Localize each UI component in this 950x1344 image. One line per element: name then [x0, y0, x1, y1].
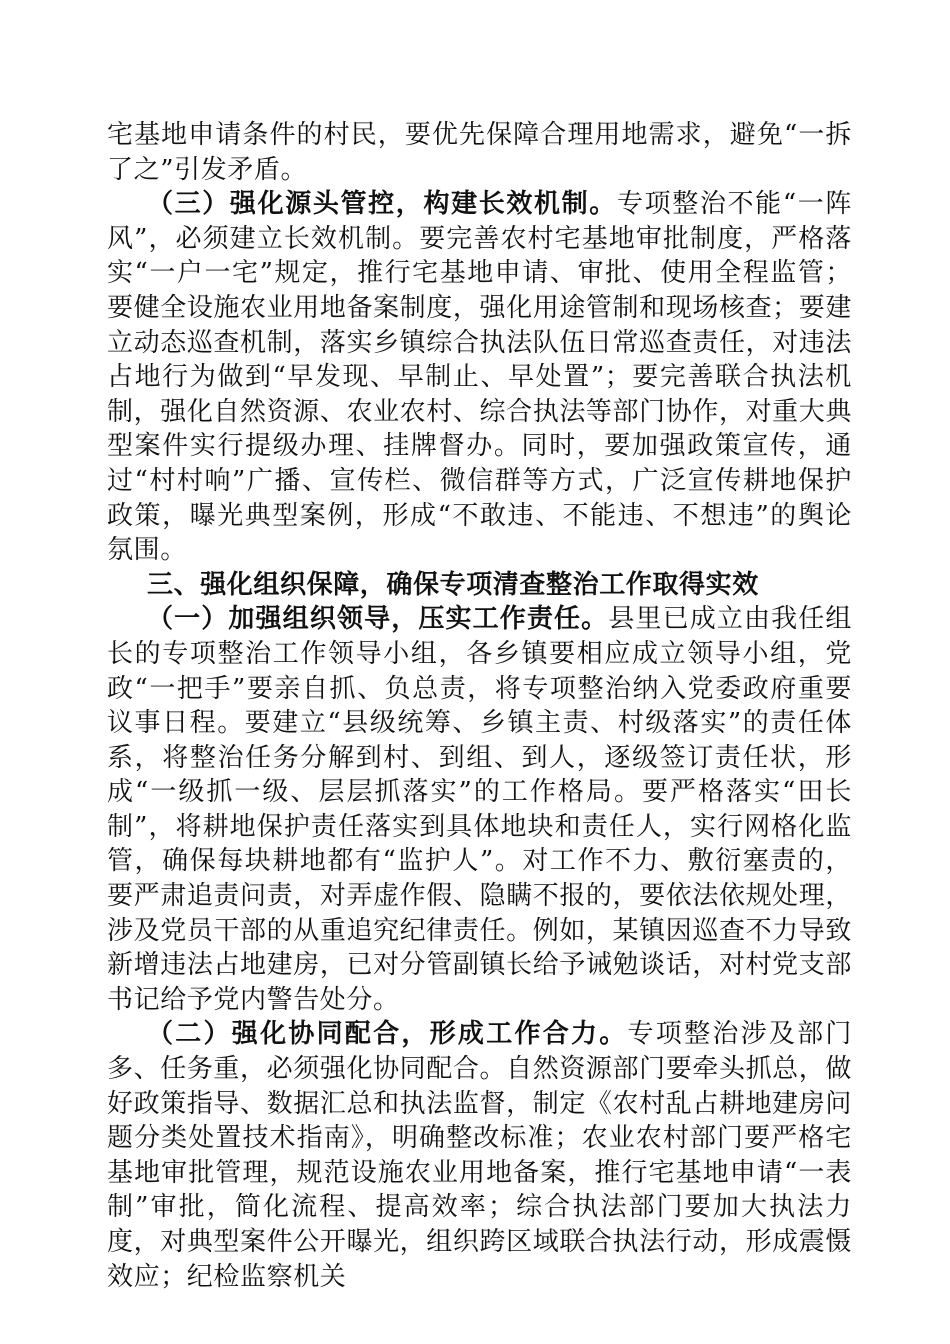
- paragraph-lead-heading: （三）强化源头管控，构建长效机制。: [147, 189, 617, 220]
- paragraph-lead-heading: （一）加强组织领导，压实工作责任。: [147, 604, 609, 635]
- paragraph-coordination: [107, 1017, 852, 1294]
- paragraph-lead-heading: （二）强化协同配合，形成工作合力。: [147, 1019, 628, 1050]
- paragraph-body: 县里已成立由我任组长的专项整治工作领导小组，各乡镇要相应成立领导小组，党政“一把手”要亲自抓、负总责，将专项整治纳入党委政府重要议事日程。要建立“县级统筹、乡镇主责、村级落实”的责任体系，将整治任务分解到村、到组、到人，逐级签订责任状，形成“一级抓一级、层层抓落实”的工作格局。要严格落实“田长制”，将耕地保护责任落实到具体地块和责任人，实行网格化监管，确保每块耕地都有“监护人”。对工作不力、敷衍塞责的，要严肃追责问责，对弄虚作假、隐瞒不报的，要依法依规处理，涉及党员干部的从重追究纪律责任。例如，某镇因巡查不力导致新增违法占地建房，已对分管副镇长给予诫勉谈话，对村党支部书记给予党内警告处分。: [107, 604, 852, 1015]
- paragraph-body: 专项整治不能“一阵风”，必须建立长效机制。要完善农村宅基地审批制度，严格落实“一户一宅”规定，推行宅基地申请、审批、使用全程监管；要健全设施农业用地备案制度，强化用途管制和现场核查；要建立动态巡查机制，落实乡镇综合执法队伍日常巡查责任，对违法占地行为做到“早发现、早制止、早处置”；要完善联合执法机制，强化自然资源、农业农村、综合执法等部门协作，对重大典型案件实行提级办理、挂牌督办。同时，要加强政策宣传，通过“村村响”广播、宣传栏、微信群等方式，广泛宣传耕地保护政策，曝光典型案例，形成“不敢违、不能违、不想违”的舆论氛围。: [107, 189, 852, 566]
- paragraph-body: 专项整治涉及部门多、任务重，必须强化协同配合。自然资源部门要牵头抓总，做好政策指导、数据汇总和执法监督，制定《农村乱占耕地建房问题分类处置技术指南》，明确整改标准；农业农村部门要严格宅基地审批管理，规范设施农业用地备案，推行宅基地申请“一表制”审批，简化流程、提高效率；综合执法部门要加大执法力度，对典型案件公开曝光，组织跨区域联合执法行动，形成震慑效应；纪检监察机关: [107, 1019, 852, 1292]
- paragraph-continuation: [107, 118, 852, 187]
- paragraph-organization-leadership: [107, 602, 852, 1017]
- paragraph-source-control: [107, 187, 852, 568]
- paragraph-body: 宅基地申请条件的村民，要优先保障合理用地需求，避免“一拆了之”引发矛盾。: [107, 120, 852, 185]
- section-heading: 三、强化组织保障，确保专项清查整治工作取得实效: [147, 569, 759, 600]
- document-page: [107, 118, 852, 1294]
